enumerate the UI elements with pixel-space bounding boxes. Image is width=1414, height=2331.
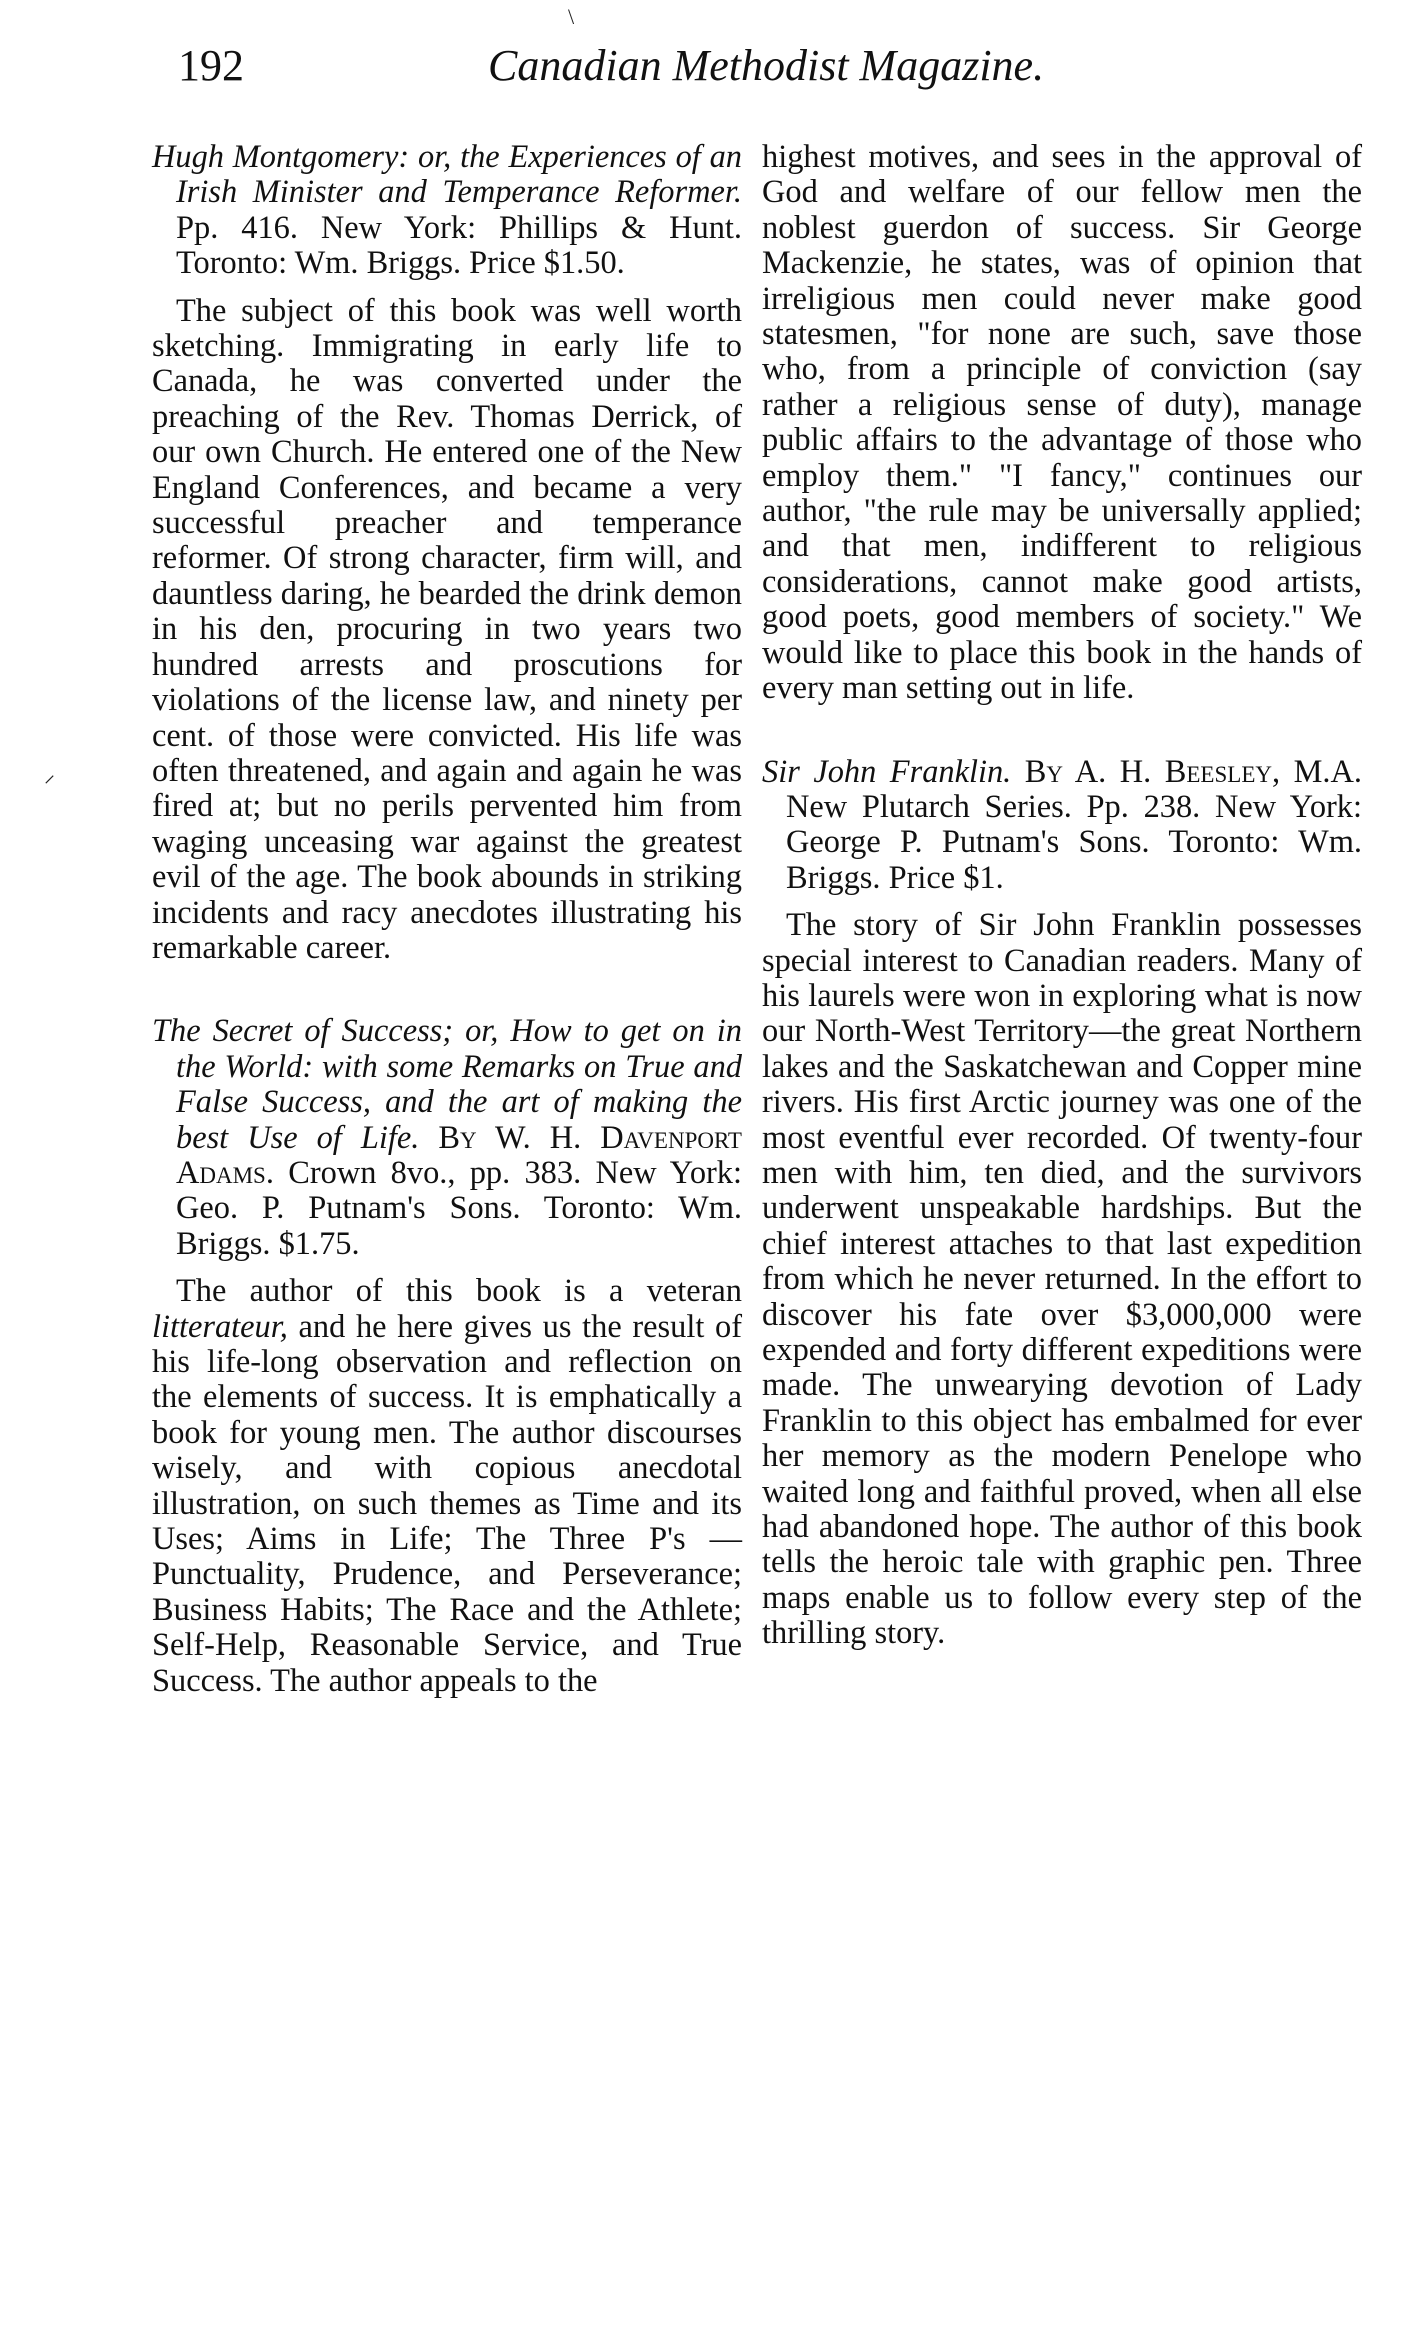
review-separator <box>762 707 1362 755</box>
book-title: Sir John Franklin. <box>762 753 1012 790</box>
review-body-rest: and he here gives us the result of his life-long observation and reflection on the elements of success. It is emphatically a book for young men. The author discourses wisely, and with copious anecdotal illustration, on such themes as Time and its Uses; Aims in Life; The Three P's — Punctuality, Prudence, and Perseverance; Business Habits; The Race and the Athlete; Self-Help, Reasonable Service, and True Success. The author appeals to the <box>152 1308 742 1699</box>
running-title: Canadian Methodist Magazine. <box>488 41 1045 90</box>
book-author: By A. H. Beesley, M.A. <box>1024 753 1362 790</box>
review-body <box>152 1274 742 1699</box>
review-body: The story of Sir John Franklin possesses special interest to Canadian readers. Many of his laurels were won in exploring what is now our North-West Territory—the great Northern lakes and the Saskatchewan and Copper mine rivers. His first Arctic journey was one of the most eventful ever recorded. Of twenty-four men with him, ten died, and the survivors underwent unspeakable hardships. But the chief interest attaches to that last expedition from which he never returned. In the effort to discover his fate over $3,000,000 were expended and forty different expeditions were made. The unwearying devotion of Lady Franklin to this object has embalmed for ever her memory as the modern Penelope who waited long and faithful proved, when all else had abandoned hope. The author of this book tells the heroic tale with graphic pen. Three maps enable us to follow every step of the thrilling story. <box>762 907 1362 1652</box>
review-heading <box>762 755 1362 897</box>
review-separator <box>152 966 742 1014</box>
print-mark: ⸍ <box>44 771 56 796</box>
book-author: By W. H. Davenport Adams. <box>176 1119 742 1191</box>
print-mark: \ <box>568 4 575 29</box>
page-number: 192 <box>178 41 244 90</box>
book-title: Hugh Montgomery: or, the Experiences of an Irish Minister and Temperance Reformer. <box>152 139 742 211</box>
book-details: Crown 8vo., pp. 383. New York: Geo. P. Putnam's Sons. Toronto: Wm. Briggs. $1.75. <box>176 1154 742 1262</box>
right-column <box>762 140 1362 1652</box>
book-title: The Secret of Success; or, How to get on in the World: with some Remarks on True and False Success, and the art of making the best Use of Life. <box>152 1013 742 1156</box>
page-header <box>178 40 1098 110</box>
review-body-start: The author of this book is a veteran <box>176 1273 742 1310</box>
book-details: Pp. 416. New York: Phillips & Hunt. Toronto: Wm. Briggs. Price $1.50. <box>176 209 742 282</box>
foreign-term: litterateur, <box>152 1308 288 1345</box>
book-details: New Plutarch Series. Pp. 238. New York: George P. Putnam's Sons. Toronto: Wm. Briggs. Price $1. <box>786 788 1362 896</box>
review-body-continued: highest motives, and sees in the approval of God and welfare of our fellow men the noblest guerdon of success. Sir George Mackenzie, he states, was of opinion that irreligious men could never make good statesmen, "for none are such, save those who, from a principle of conviction (say rather a religious sense of duty), manage public affairs to the advantage of those who employ them." "I fancy," continues our author, "the rule may be universally applied; and that men, indifferent to religious considerations, cannot make good artists, good poets, good members of society." We would like to place this book in the hands of every man setting out in life. <box>762 139 1362 707</box>
review-body: The subject of this book was well worth sketching. Immigrating in early life to Canada, he was converted under the preaching of the Rev. Thomas Derrick, of our own Church. He entered one of the New England Conferences, and became a very successful preacher and temperance reformer. Of strong character, firm will, and dauntless daring, he bearded the drink demon in his den, procuring in two years two hundred arrests and proscutions for violations of the license law, and ninety per cent. of those were convicted. His life was often threatened, and again and again he was fired at; but no perils pervented him from waging unceasing war against the greatest evil of the age. The book abounds in striking incidents and racy anecdotes illustrating his remarkable career. <box>152 292 742 966</box>
review-heading <box>152 1014 742 1262</box>
review-heading <box>152 140 742 282</box>
left-column <box>152 140 742 1699</box>
